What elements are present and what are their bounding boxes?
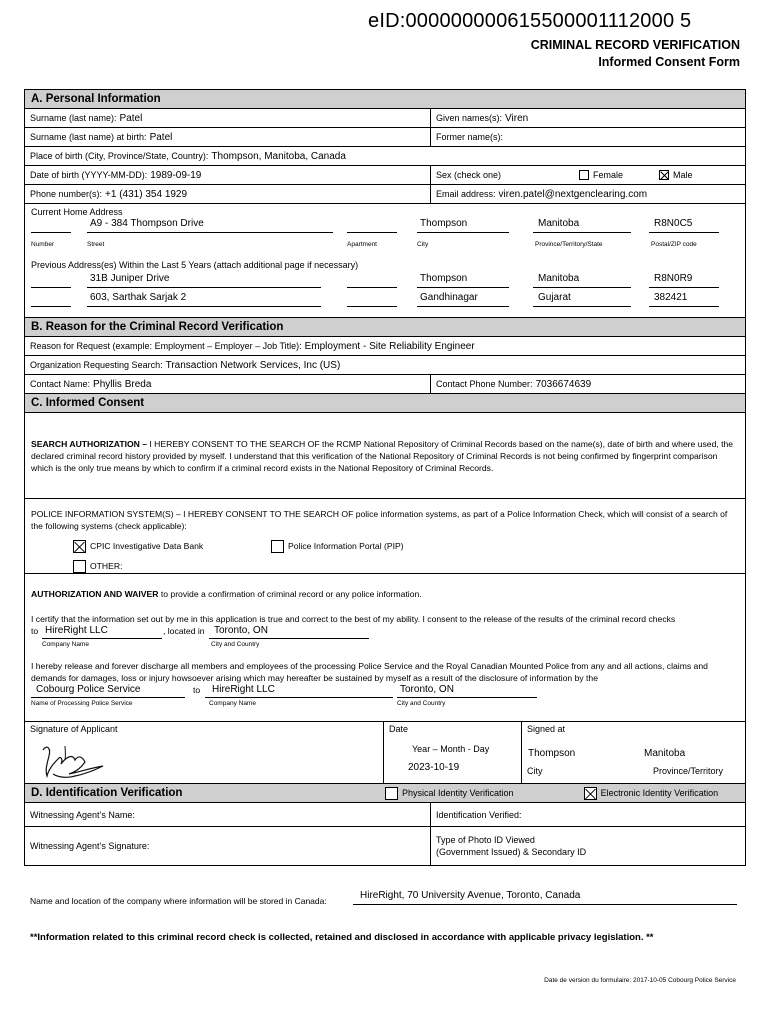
company-name-caption-2: Company Name [209,700,256,707]
birth-surname-field[interactable] [25,128,430,146]
given-names-field[interactable] [430,109,745,127]
section-d-header [25,784,745,803]
agent-signature-label: Witnessing Agent’s Signature: [30,841,150,851]
date-label: Date [389,724,409,734]
reason-label: Reason for Request (example: Employment – Employer – Job Title): [30,341,302,351]
prev2-postal-value: 382421 [654,292,688,303]
province-caption: Province/Territory [653,766,724,776]
eid-number: eID:000000000615500001112000 5 [368,10,692,32]
prev1-number-field[interactable] [31,273,71,288]
photo-id-field[interactable] [430,827,745,865]
prev2-apartment-field[interactable] [347,292,397,307]
row-birth-surname [25,128,745,147]
female-label: Female [593,170,624,180]
other-checkbox[interactable] [73,560,86,573]
phone-label: Phone number(s): [30,189,103,199]
cpic-option[interactable] [73,540,203,553]
reason-field[interactable] [25,337,745,355]
col-province-caption: Province/Territory/State [535,241,603,248]
city-country-value-2: Toronto, ON [400,684,454,695]
col-postal-caption: Postal/ZIP code [651,241,697,248]
search-authorization-block [25,413,745,499]
police-service-value: Cobourg Police Service [36,684,141,695]
col-street-caption: Street [87,241,105,248]
section-d-title: D. Identification Verification [31,787,183,799]
sex-field [430,166,745,184]
row-agent-signature [25,827,745,865]
current-address-label: Current Home Address [31,207,123,217]
id-verified-label: Identification Verified: [436,809,522,820]
place-of-birth-field[interactable] [25,147,745,165]
section-c-header [25,394,745,413]
search-authorization-text [25,438,745,474]
agent-signature-field[interactable] [25,827,430,865]
date-format: Year – Month - Day [412,744,490,754]
police-information-text: POLICE INFORMATION SYSTEM(S) – I HEREBY CONSENT TO THE SEARCH OF police information systems, as part of a Police Information Check, which will consist of a search of the following systems (check applicable): [31,509,728,531]
company-name-value-2: HireRight LLC [212,684,275,695]
waiver-heading: AUTHORIZATION AND WAIVER [31,589,159,599]
storage-value: HireRight, 70 University Avenue, Toronto, Canada [360,890,581,901]
email-field[interactable] [430,185,745,203]
prev1-postal-value: R8N0R9 [654,273,693,284]
given-names-value: Viren [505,112,529,124]
signed-city-value: Thompson [528,748,576,759]
prev2-street-value: 603, Sarthak Sarjak 2 [90,292,187,303]
current-postal-value: R8N0C5 [654,218,693,229]
col-number-caption: Number [31,241,55,248]
surname-field[interactable] [25,109,430,127]
contact-name-field[interactable] [25,375,430,393]
organization-field[interactable] [25,356,745,374]
col-city-caption: City [417,241,429,248]
email-value: viren.patel@nextgenclearing.com [498,188,648,200]
row-organization [25,356,745,375]
current-street-value: A9 - 384 Thompson Drive [90,218,204,229]
police-information-block [25,499,745,574]
row-addresses [25,204,745,318]
current-province-value: Manitoba [538,218,580,229]
row-phone-email [25,185,745,204]
signature-field[interactable] [25,722,383,783]
given-names-label: Given names(s): [436,113,503,123]
row-surname [25,109,745,128]
sex-label: Sex (check one) [436,170,502,180]
prev2-number-field[interactable] [31,292,71,307]
search-authorization-heading: SEARCH AUTHORIZATION – [31,438,148,449]
form-subtitle: Informed Consent Form [598,55,740,69]
row-reason [25,337,745,356]
electronic-verification-label: Electronic Identity Verification [600,788,719,798]
signed-at-field[interactable] [521,722,745,783]
email-label: Email address: [436,189,496,199]
dob-label: Date of birth (YYYY-MM-DD): [30,170,148,180]
former-names-field[interactable] [430,128,745,146]
to-word-1: to [31,626,39,636]
prev2-province-value: Gujarat [538,292,571,303]
organization-label: Organization Requesting Search: [30,360,163,370]
current-apartment-field[interactable] [347,218,397,233]
prev1-street-value: 31B Juniper Drive [90,273,170,284]
to-word-2: to [193,685,201,695]
city-country-value-1: Toronto, ON [214,625,268,636]
city-country-caption-1: City and Country [211,641,260,648]
dob-field[interactable] [25,166,430,184]
storage-label: Name and location of the company where information will be stored in Canada: [30,896,327,906]
current-city-value: Thompson [420,218,468,229]
former-names-label: Former name(s): [436,132,504,142]
dob-value: 1989-09-19 [150,169,202,181]
prev2-city-value: Gandhinagar [420,292,478,303]
pip-label: Police Information Portal (PIP) [288,540,404,551]
section-b-title: B. Reason for the Criminal Record Verification [31,321,284,333]
row-dob-sex [25,166,745,185]
pip-option[interactable] [271,540,404,553]
id-verified-field[interactable] [430,803,745,826]
row-agent-name [25,803,745,827]
form-title: CRIMINAL RECORD VERIFICATION [530,38,740,52]
birth-surname-label: Surname (last name) at birth: [30,132,147,142]
prev1-province-value: Manitoba [538,273,580,284]
physical-verification-checkbox[interactable] [385,787,398,800]
contact-phone-value: 7036674639 [535,378,592,390]
female-checkbox[interactable] [579,170,589,180]
date-value: 2023-10-19 [408,762,460,773]
signed-at-label: Signed at [527,724,566,734]
organization-value: Transaction Network Services, Inc (US) [165,359,341,371]
male-label: Male [673,170,693,180]
contact-name-value: Phyllis Breda [93,378,152,390]
waiver-heading-line [25,588,428,600]
contact-name-label: Contact Name: [30,379,91,389]
phone-field[interactable] [25,185,430,203]
privacy-note: **Information related to this criminal record check is collected, retained and disclosed in accordance with applicable privacy legislation. ** [30,932,654,943]
company-name-value-1: HireRight LLC [45,625,108,636]
contact-phone-field[interactable] [430,375,745,393]
located-in-text: , located in [163,626,205,636]
signed-province-value: Manitoba [644,748,686,759]
surname-label: Surname (last name): [30,113,117,123]
section-a-header [25,90,745,109]
cpic-label: CPIC Investigative Data Bank [90,540,204,551]
storage-location-row [30,890,740,910]
physical-verification-option[interactable] [385,787,514,800]
other-label: OTHER: [90,560,123,571]
consent-form [24,89,746,866]
birth-surname-value: Patel [149,131,173,143]
section-b-header [25,318,745,337]
city-caption: City [527,766,543,776]
authorization-waiver-block [25,574,745,722]
police-service-caption: Name of Processing Police Service [31,700,133,707]
col-apartment-caption: Apartment [347,241,377,248]
place-of-birth-label: Place of birth (City, Province/State, Country): [30,151,209,161]
cpic-checkbox[interactable] [73,540,86,553]
city-country-caption-2: City and Country [397,700,446,707]
section-c-title: C. Informed Consent [31,397,145,409]
electronic-verification-checkbox[interactable] [584,787,597,800]
prev1-city-value: Thompson [420,273,468,284]
photo-id-label-line1: Type of Photo ID Viewed [436,835,535,845]
date-field[interactable] [383,722,521,783]
contact-phone-label: Contact Phone Number: [436,379,533,389]
certify-text: I certify that the information set out by me in this application is true and correct to the best of my ability. I consent to the release of the results of the criminal record checks [31,614,676,624]
row-place-of-birth [25,147,745,166]
previous-address-label: Previous Address(es) Within the Last 5 Years (attach additional page if necessary) [31,260,359,270]
company-name-caption-1: Company Name [42,641,89,648]
prev1-apartment-field[interactable] [347,273,397,288]
agent-name-label: Witnessing Agent’s Name: [30,809,135,820]
agent-name-field[interactable] [25,803,430,826]
form-version: Date de version du formulaire: 2017-10-05 Cobourg Police Service [544,977,736,984]
applicant-signature [39,738,109,780]
waiver-heading-text: to provide a confirmation of criminal record or any police information. [158,589,422,599]
release-text: I hereby release and forever discharge all members and employees of the processing Police Service and the Royal Canadian Mounted Police from any and all actions, claims and demands for damages, loss or injury howsoever arising which may hereafter be sustained by myself as a result of the disclosure of information by the [31,661,708,683]
electronic-verification-option[interactable] [584,787,719,800]
male-checkbox[interactable] [659,170,669,180]
phone-value: +1 (431) 354 1929 [105,188,188,200]
row-contact [25,375,745,394]
signature-row [25,722,745,784]
section-a-title: A. Personal Information [31,93,161,105]
signature-label: Signature of Applicant [30,724,118,734]
other-option[interactable] [73,560,122,573]
place-of-birth-value: Thompson, Manitoba, Canada [211,150,346,162]
reason-value: Employment - Site Reliability Engineer [304,340,475,352]
pip-checkbox[interactable] [271,540,284,553]
physical-verification-label: Physical Identity Verification [402,788,514,798]
photo-id-label-line2: (Government Issued) & Secondary ID [436,847,587,857]
current-number-field[interactable] [31,218,71,233]
search-authorization-body: I HEREBY CONSENT TO THE SEARCH OF the RCMP National Repository of Criminal Records based on the name(s), date of birth and where used, the declared criminal record history provided by myself. I understand that this verification of the National Repository of Criminal Records is not being confirmed by fingerprint comparison which is the only true means by which to confirm if a criminal record exists in the National Repository of Criminal Records. [31,438,734,473]
surname-value: Patel [119,112,143,124]
